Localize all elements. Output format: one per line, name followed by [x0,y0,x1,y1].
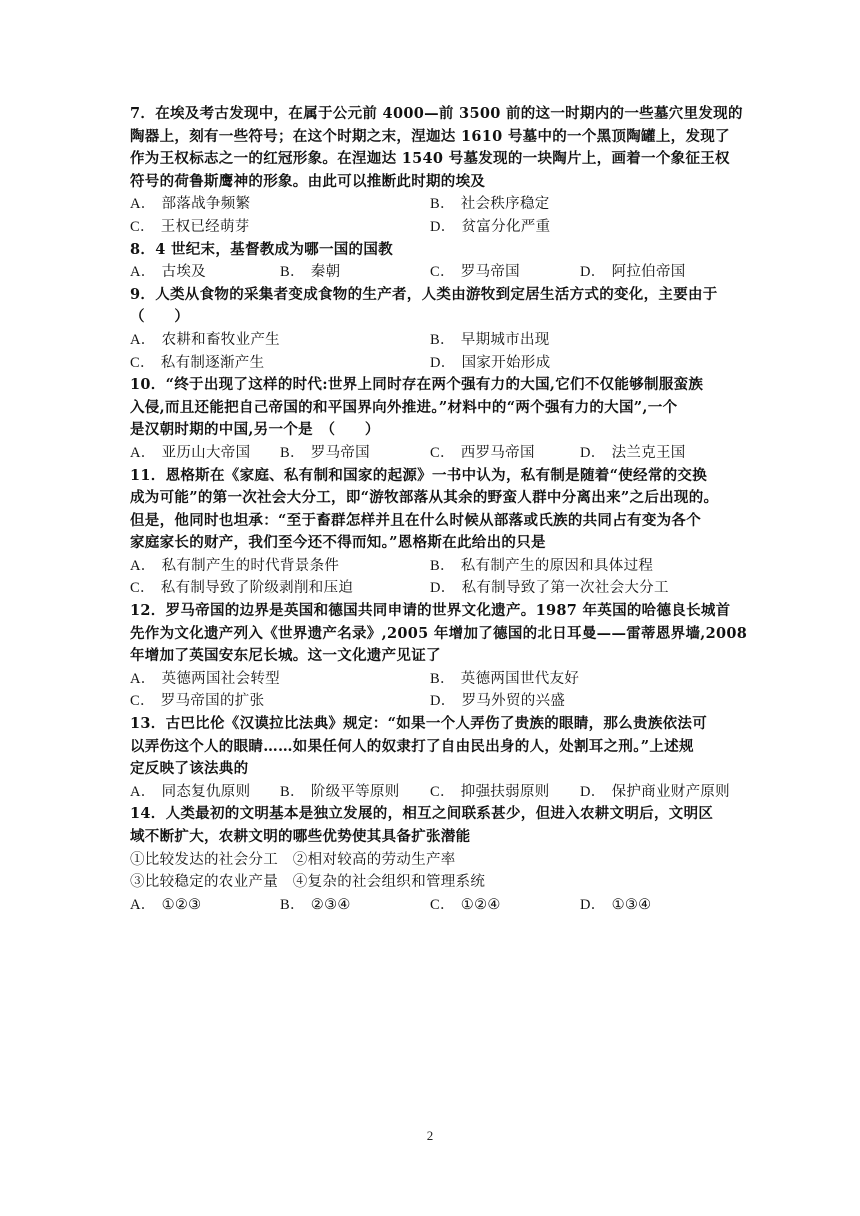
option-text: 英德两国世代友好 [460,670,580,687]
option-row [130,329,732,352]
option-letter: C． [130,580,155,597]
question-stem: 陶器上，刻有一些符号；在这个时期之末，涅迦达 1610 号墓中的一个黑顶陶罐上，发现了 [130,127,730,145]
option-text: 私有制导致了第一次社会大分工 [461,580,669,597]
option-d[interactable] [580,261,686,284]
question-stem: 家庭家长的财产，我们至今还不得而知。”恩格斯在此给出的只是 [130,534,546,552]
option-d[interactable] [430,352,550,375]
option-letter: D． [580,896,606,913]
option-row [130,261,732,284]
question-11 [130,465,732,601]
question-stem: 作为王权标志之一的红冠形象。在涅迦达 1540 号墓发现的一块陶片上，画着一个象征王权 [130,150,730,168]
option-text: 国家开始形成 [461,354,551,371]
option-text: 亚历山大帝国 [161,444,251,461]
option-text: 阿拉伯帝国 [611,264,686,281]
option-letter: A． [130,896,156,913]
question-7 [130,103,743,239]
option-letter: C． [130,693,155,710]
option-text: ①②③ [161,896,202,913]
option-letter: B． [430,557,455,574]
option-text: ①②④ [460,896,501,913]
option-a[interactable] [130,668,280,691]
question-stem: 年增加了英国安东尼长城。这一文化遗产见证了 [130,647,441,665]
option-text: 私有制逐渐产生 [160,354,265,371]
option-c[interactable] [130,577,353,600]
option-b[interactable] [430,555,653,578]
question-stem: 但是，他同时也坦承：“至于畜群怎样并且在什么时候从部落或氏族的共同占有变为各个 [130,511,702,529]
option-letter: D． [580,783,606,800]
question-number: 9． [130,285,156,303]
question-line [130,713,732,736]
option-text: 私有制导致了阶级剥削和压迫 [160,580,354,597]
option-text: 抑强扶弱原则 [460,783,550,800]
option-a[interactable] [130,193,250,216]
question-stem: 成为可能”的第一次社会大分工，即“游牧部落从其余的野蛮人群中分离出来”之后出现的。 [130,489,719,507]
question-stem: 古巴比伦《汉谟拉比法典》规定：“如果一个人弄伤了贵族的眼睛，那么贵族依法可 [165,715,708,733]
option-letter: A． [130,331,156,348]
page-number: 2 [426,1128,434,1143]
option-text: 社会秩序稳定 [460,196,550,213]
option-row [130,442,732,465]
question-stem: “终于出现了这样的时代:世界上同时存在两个强有力的大国,它们不仅能够制服蛮族 [165,376,704,394]
question-stem: 在埃及考古发现中，在属于公元前 4000—前 3500 前的这一时期内的一些墓穴里发现的 [155,105,743,122]
option-text: 秦朝 [310,264,341,281]
option-text: 阶级平等原则 [310,783,400,800]
option-letter: D． [580,264,606,281]
option-letter: A． [130,196,156,213]
option-row [130,352,732,375]
option-letter: C． [130,354,155,371]
option-c[interactable] [130,352,264,375]
question-line [130,284,732,307]
option-text: ②③④ [310,896,351,913]
option-b[interactable] [280,894,351,917]
option-text: 罗马帝国的扩张 [160,693,265,710]
exam-page [130,103,748,916]
question-8 [130,239,732,284]
option-row [130,894,732,917]
question-stem: 入侵,而且还能把自己帝国的和平国界向外推进。”材料中的“两个强有力的大国”,一个 [130,398,678,416]
option-letter: C． [430,264,455,281]
option-b[interactable] [280,261,340,284]
option-text: 部落战争频繁 [161,196,251,213]
question-stem: 4 世纪末，基督教成为哪一国的国教 [155,240,393,258]
option-row [130,690,732,713]
option-c[interactable] [430,261,520,284]
option-letter: D． [430,218,456,235]
option-text: 古埃及 [161,264,206,281]
option-a[interactable] [130,894,201,917]
question-stem: 以弄伤这个人的眼睛……如果任何人的奴隶打了自由民出身的人，处割耳之刑。”上述规 [130,737,694,755]
option-c[interactable] [430,894,501,917]
option-letter: D． [580,444,606,461]
option-text: 罗马帝国 [310,444,370,461]
option-b[interactable] [430,668,579,691]
option-text: 法兰克王国 [611,444,686,461]
option-letter: D． [430,693,456,710]
option-row [130,577,732,600]
option-letter: B． [430,196,455,213]
option-row [130,193,732,216]
option-letter: C． [130,218,155,235]
option-c[interactable] [130,690,264,713]
option-text: 王权已经萌芽 [160,218,250,235]
question-12 [130,600,748,713]
option-d[interactable] [580,781,730,804]
option-b[interactable] [430,193,550,216]
answer-blank: （ ） [130,308,190,326]
option-letter: C． [430,896,455,913]
option-letter: C． [430,444,455,461]
question-stem: 罗马帝国的边界是英国和德国共同申请的世界文化遗产。1987 年英国的哈德良长城首 [165,602,731,620]
option-letter: B． [280,783,305,800]
question-number: 8． [130,240,156,258]
question-stem: 定反映了该法典的 [130,760,249,778]
option-a[interactable] [130,261,206,284]
option-letter: C． [430,783,455,800]
option-a[interactable] [130,329,280,352]
option-text: ①③④ [611,896,652,913]
statement-line: ③比较稳定的农业产量 ④复杂的社会组织和管理系统 [130,874,486,891]
option-letter: A． [130,557,156,574]
option-row [130,216,732,239]
option-b[interactable] [280,781,400,804]
option-letter: D． [430,354,456,371]
option-c[interactable] [430,781,550,804]
question-stem: 人类最初的文明基本是独立发展的，相互之间联系甚少，但进入农耕文明后，文明区 [165,805,714,823]
question-13 [130,713,732,803]
option-text: 同态复仇原则 [161,783,251,800]
option-text: 贫富分化严重 [461,218,551,235]
question-line [130,374,732,397]
option-letter: B． [280,896,305,913]
question-line [130,600,732,623]
question-10 [130,374,732,464]
option-d[interactable] [580,442,686,465]
statement-line: ①比较发达的社会分工 ②相对较高的劳动生产率 [130,851,456,868]
question-stem: 是汉朝时期的中国,另一个是 （ ） [130,421,380,439]
option-text: 私有制产生的原因和具体过程 [460,557,654,574]
question-stem: 先作为文化遗产列入《世界遗产名录》,2005 年增加了德国的北日耳曼——雷蒂恩界墙,2008 [130,624,748,642]
question-stem: 域不断扩大，农耕文明的哪些优势使其具备扩张潜能 [130,828,471,845]
option-text: 农耕和畜牧业产生 [161,331,280,348]
option-d[interactable] [430,577,669,600]
question-number: 11． [130,466,166,484]
option-row [130,781,732,804]
option-a[interactable] [130,781,250,804]
option-letter: A． [130,444,156,461]
question-stem: 恩格斯在《家庭、私有制和国家的起源》一书中认为，私有制是随着“使经常的交换 [165,466,708,484]
option-row [130,668,732,691]
question-stem: 符号的荷鲁斯鹰神的形象。由此可以推断此时期的埃及 [130,172,486,190]
question-line [130,465,732,488]
option-text: 英德两国社会转型 [161,670,280,687]
option-letter: B． [280,264,305,281]
option-d[interactable] [430,216,550,239]
option-d[interactable] [430,690,565,713]
option-b[interactable] [280,442,370,465]
option-letter: A． [130,783,156,800]
question-14 [130,803,732,916]
option-row [130,555,732,578]
option-text: 保护商业财产原则 [611,783,730,800]
question-line [130,239,732,262]
option-letter: B． [430,331,455,348]
question-number: 12． [130,602,166,620]
question-line [130,803,732,826]
option-letter: B． [280,444,305,461]
option-text: 私有制产生的时代背景条件 [161,557,340,574]
question-line [130,103,743,126]
option-letter: A． [130,670,156,687]
option-a[interactable] [130,442,250,465]
question-number: 10． [130,376,166,394]
option-text: 西罗马帝国 [460,444,535,461]
option-text: 罗马帝国 [460,264,520,281]
option-text: 罗马外贸的兴盛 [461,693,566,710]
option-letter: A． [130,264,156,281]
question-number: 13． [130,715,166,733]
question-9 [130,284,732,374]
option-a[interactable] [130,555,339,578]
option-b[interactable] [430,329,550,352]
option-c[interactable] [130,216,250,239]
question-number: 7． [130,105,156,122]
option-letter: D． [430,580,456,597]
question-stem: 人类从食物的采集者变成食物的生产者，人类由游牧到定居生活方式的变化，主要由于 [155,285,718,303]
option-c[interactable] [430,442,535,465]
option-text: 早期城市出现 [460,331,550,348]
option-d[interactable] [580,894,651,917]
option-letter: B． [430,670,455,687]
question-number: 14． [130,805,166,823]
